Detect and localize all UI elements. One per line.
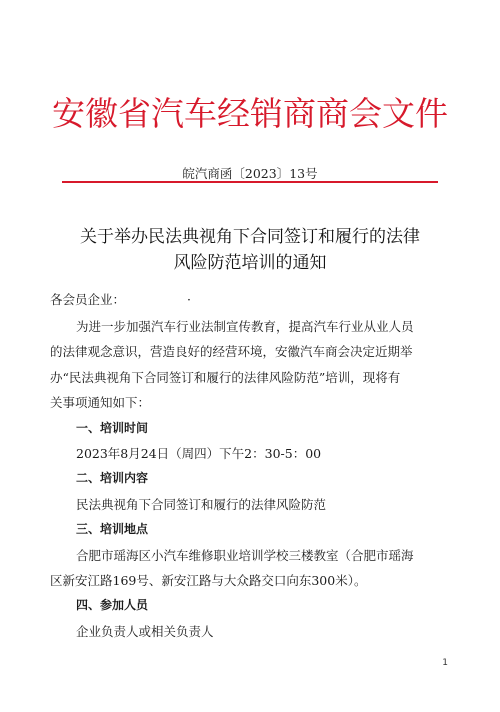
intro-line: 的法律观念意识，营造良好的经营环境，安徽汽车商会决定近期举 [50, 344, 413, 360]
notice-title [40, 224, 460, 276]
salutation [50, 287, 454, 312]
notice-title-line-1: 关于举办民法典视角下合同签订和履行的法律 [80, 227, 420, 247]
notice-title-line-2: 风险防范培训的通知 [173, 253, 327, 273]
red-divider-line [62, 181, 438, 183]
page-number: 1 [442, 658, 448, 668]
section-line: 区新安江路169号、新安江路与大众路交口向东300米）。 [50, 572, 367, 588]
section-line: 2023年8月24日（周四）下午2：30-5：00 [76, 445, 322, 461]
salutation-text: 各会员企业： [50, 292, 126, 307]
section-heading-time: 一、培训时间 [76, 420, 149, 435]
section-line: 民法典视角下合同签订和履行的法律风险防范 [76, 496, 327, 512]
document-number: 皖汽商函〔2023〕13号 [182, 166, 318, 181]
section-line: 企业负责人或相关负责人 [76, 623, 214, 639]
stray-dot: · [187, 292, 191, 307]
intro-line: 为进一步加强汽车行业法制宣传教育，提高汽车行业从业人员 [76, 319, 414, 334]
org-letterhead-title: 安徽省汽车经销商商会文件 [52, 94, 448, 133]
section-line: 合肥市瑶海区小汽车维修职业培训学校三楼教室（合肥市瑶海 [76, 547, 414, 563]
intro-line: 关事项通知如下： [50, 395, 151, 411]
section-heading-content: 二、培训内容 [76, 471, 149, 486]
notice-body [50, 314, 454, 644]
section-heading-location: 三、培训地点 [76, 522, 149, 537]
intro-line: 办“民法典视角下合同签订和履行的法律风险防范”培训，现将有 [50, 369, 401, 385]
section-heading-attendees: 四、参加人员 [76, 598, 149, 613]
